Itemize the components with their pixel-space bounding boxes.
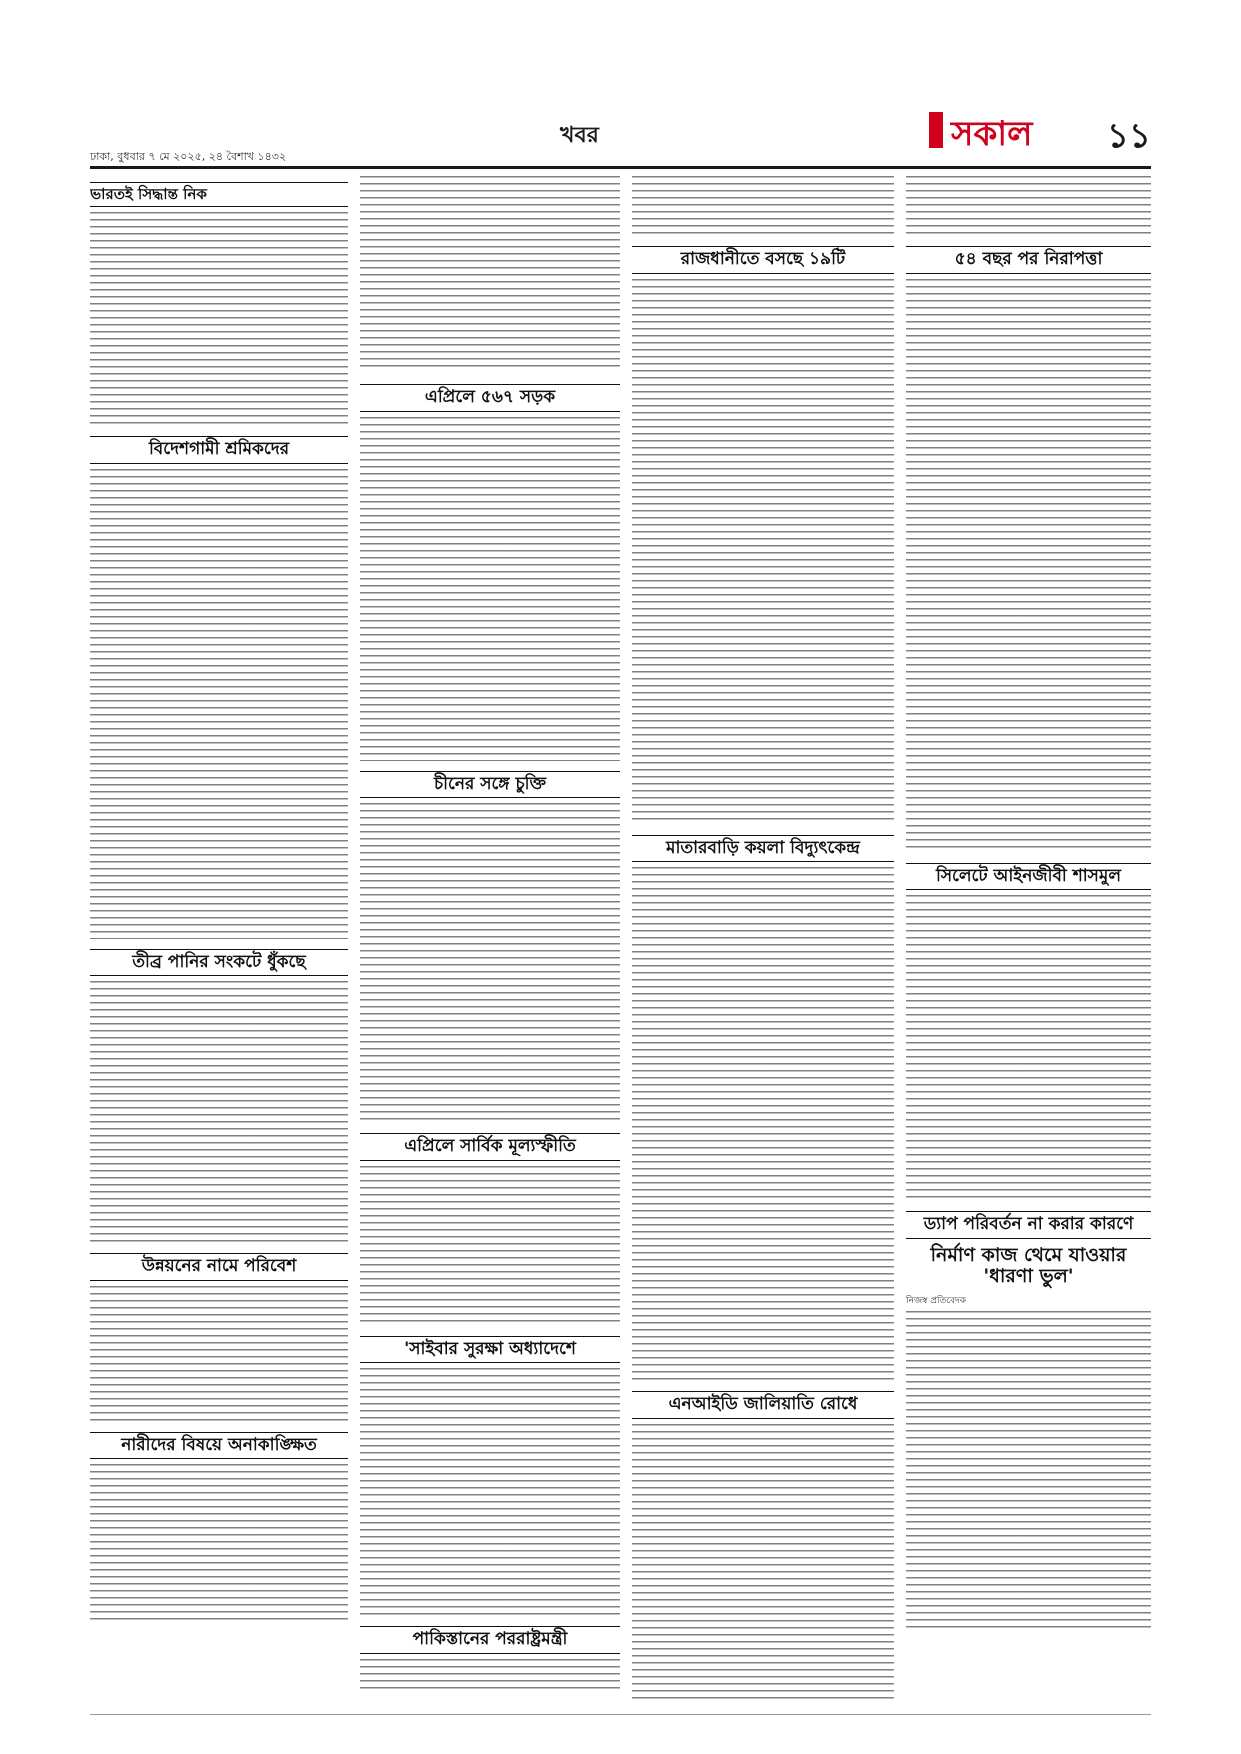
header-rule xyxy=(90,166,1151,169)
story-body xyxy=(90,212,348,426)
story-body xyxy=(90,1464,348,1624)
masthead xyxy=(90,108,1151,164)
footer-rule xyxy=(90,1714,1151,1715)
story-headline: উন্নয়নের নামে পরিবেশ xyxy=(90,1253,348,1281)
logo-mark-icon xyxy=(929,112,943,148)
story-body xyxy=(90,1286,348,1422)
column-4 xyxy=(906,176,1151,1708)
story-security-54-years xyxy=(906,246,1151,853)
story-migrant-workers xyxy=(90,436,348,939)
dateline: ঢাকা, বুধবার ৭ মে ২০২৫, ২৪ বৈশাখ ১৪৩২ xyxy=(90,150,287,163)
story-water-crisis xyxy=(90,949,348,1244)
story-body xyxy=(360,803,620,1123)
story-china-agreement xyxy=(360,771,620,1124)
story-body xyxy=(90,469,348,939)
story-headline: বিদেশগামী শ্রমিকদের xyxy=(90,436,348,464)
story-headline: পাকিস্তানের পররাষ্ট্রমন্ত্রী xyxy=(360,1626,620,1654)
story-body xyxy=(632,867,894,1381)
column-2 xyxy=(360,176,620,1708)
story-sylhet-lawyer xyxy=(906,863,1151,1202)
story-road-accidents xyxy=(360,384,620,761)
story-body xyxy=(360,417,620,761)
story-byline: নিজস্ব প্রতিবেদক xyxy=(906,1296,967,1307)
story-headline: মাতারবাড়ি কয়লা বিদ্যুৎকেন্দ্র xyxy=(632,835,894,863)
column-3 xyxy=(632,176,894,1708)
story-body-continued xyxy=(906,176,1151,234)
story-body xyxy=(90,981,348,1243)
story-development-environment xyxy=(90,1253,348,1422)
story-dap-construction xyxy=(906,1211,1151,1629)
story-body xyxy=(906,895,1151,1201)
story-kicker: ড্যাপ পরিবর্তন না করার কারণে xyxy=(906,1211,1151,1239)
story-headline: সিলেটে আইনজীবী শাসমুল xyxy=(906,863,1151,891)
story-pakistan-fm xyxy=(360,1626,620,1689)
story-headline: নির্মাণ কাজ থেমে যাওয়ার 'ধারণা ভুল' xyxy=(930,1243,1127,1288)
story-headline: এনআইডি জালিয়াতি রোধে xyxy=(632,1391,894,1419)
story-body xyxy=(906,279,1151,853)
story-body-continued xyxy=(632,176,894,234)
story-body xyxy=(360,1166,620,1326)
story-body xyxy=(632,1424,894,1702)
story-body xyxy=(906,1311,1151,1629)
story-headline: ৫৪ বছর পর নিরাপত্তা xyxy=(906,246,1151,274)
story-headline: নারীদের বিষয়ে অনাকাঙ্ক্ষিত xyxy=(90,1432,348,1460)
story-nid-fraud xyxy=(632,1391,894,1702)
story-women-issues xyxy=(90,1432,348,1625)
story-matarbari-power xyxy=(632,835,894,1382)
story-body xyxy=(360,1368,620,1616)
story-cyber-security xyxy=(360,1336,620,1617)
story-headline: তীব্র পানির সংকটে ধুঁকছে xyxy=(90,949,348,977)
story-headline: চীনের সঙ্গে চুক্তি xyxy=(360,771,620,799)
story-body xyxy=(360,1659,620,1689)
story-headline: 'সাইবার সুরক্ষা অধ্যাদেশে xyxy=(360,1336,620,1364)
story-india-decision xyxy=(90,182,348,426)
story-inflation xyxy=(360,1133,620,1326)
section-title: খবর xyxy=(560,123,599,148)
newspaper-logo xyxy=(929,108,1079,158)
story-headline: এপ্রিলে সার্বিক মূল্যস্ফীতি xyxy=(360,1133,620,1161)
column-1 xyxy=(90,176,348,1708)
story-headline: রাজধানীতে বসছে ১৯টি xyxy=(632,246,894,274)
story-headline: এপ্রিলে ৫৬৭ সড়ক xyxy=(360,384,620,412)
story-capital-markets xyxy=(632,246,894,825)
logo-wordmark: সকাল xyxy=(951,114,1033,154)
page-number: ১১ xyxy=(1106,116,1151,156)
story-body xyxy=(632,279,894,825)
story-body-continued xyxy=(360,176,620,372)
story-headline: ভারতই সিদ্ধান্ত নিক xyxy=(90,182,348,207)
